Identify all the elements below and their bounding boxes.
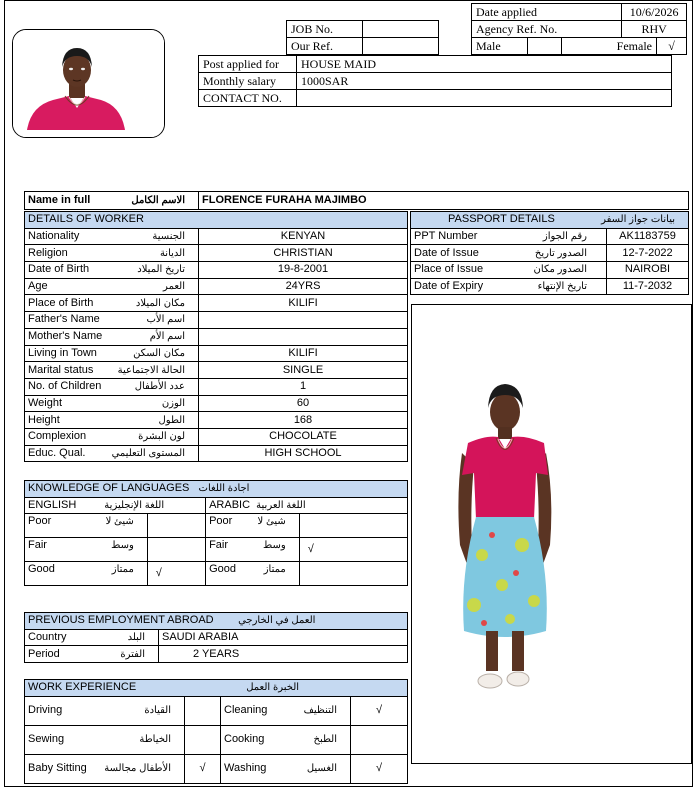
- salary-label: Monthly salary: [199, 73, 297, 90]
- job-no-label: JOB No.: [287, 21, 363, 38]
- worker-row: [25, 278, 408, 295]
- country-label: Country البلد: [25, 629, 159, 646]
- male-checkbox[interactable]: [528, 38, 562, 55]
- full-body-photo: [411, 304, 692, 764]
- name-value: FLORENCE FURAHA MAJIMBO: [199, 192, 689, 210]
- passport-field-label: PPT Number رقم الجواز: [411, 228, 607, 245]
- passport-field-label: Date of Expiry تاريخ الإنتهاء: [411, 278, 607, 295]
- languages-title: KNOWLEDGE OF LANGUAGES اجادة اللغات: [25, 481, 408, 498]
- passport-field-label: Place of Issue الصدور مكان: [411, 262, 607, 279]
- period-label: Period الفترة: [25, 646, 159, 663]
- work-skill-label: Washing الغسيل: [221, 754, 351, 783]
- worker-field-value: 19-8-2001: [199, 262, 408, 279]
- passport-title-ar: بيانات جواز السفر: [601, 214, 675, 226]
- worker-field-value: [199, 328, 408, 345]
- passport-row: [411, 278, 689, 295]
- english-level-label: Poor شيئ لا: [25, 514, 148, 538]
- passport-field-value: 12-7-2022: [607, 245, 689, 262]
- work-skill-checkbox[interactable]: √: [351, 696, 408, 725]
- worker-field-label: Age العمر: [25, 278, 199, 295]
- post-value: HOUSE MAID: [297, 56, 672, 73]
- work-experience-row: [25, 696, 408, 725]
- worker-field-label: Mother's Name اسم الأم: [25, 328, 199, 345]
- worker-field-value: KILIFI: [199, 295, 408, 312]
- passport-field-value: NAIROBI: [607, 262, 689, 279]
- work-skill-label: Cleaning التنظيف: [221, 696, 351, 725]
- worker-field-label: Religion الديانة: [25, 245, 199, 262]
- contact-label: CONTACT NO.: [199, 90, 297, 107]
- english-header: ENGLISH اللغة الإنجليزية: [25, 497, 206, 514]
- worker-row: [25, 312, 408, 329]
- english-level-label: Fair وسط: [25, 538, 148, 562]
- english-level-label: Good ممتاز: [25, 562, 148, 586]
- agency-ref-value: RHV: [622, 21, 687, 38]
- worker-field-value: 60: [199, 395, 408, 412]
- arabic-header: ARABIC اللغة العربية: [206, 497, 408, 514]
- work-skill-label: Driving القيادة: [25, 696, 185, 725]
- english-level-checkbox[interactable]: √: [147, 562, 205, 586]
- worker-field-value: KENYAN: [199, 228, 408, 245]
- worker-field-value: 168: [199, 412, 408, 429]
- post-label: Post applied for: [199, 56, 297, 73]
- language-level-row: [25, 562, 408, 586]
- arabic-level-checkbox[interactable]: √: [299, 538, 407, 562]
- arabic-level-checkbox[interactable]: [299, 562, 407, 586]
- worker-field-label: Educ. Qual. المستوى التعليمي: [25, 445, 199, 462]
- passport-row: [411, 245, 689, 262]
- worker-field-value: SINGLE: [199, 362, 408, 379]
- passport-row: [411, 228, 689, 245]
- work-experience-title: WORK EXPERIENCE الخبرة العمل: [25, 680, 408, 697]
- worker-field-value: 1: [199, 378, 408, 395]
- work-skill-label: Sewing الخياطة: [25, 725, 185, 754]
- worker-field-value: CHOCOLATE: [199, 428, 408, 445]
- language-level-row: [25, 514, 408, 538]
- worker-field-label: Father's Name اسم الأب: [25, 312, 199, 329]
- name-label-ar: الاسم الكامل: [131, 195, 185, 206]
- work-skill-checkbox[interactable]: [185, 696, 221, 725]
- worker-field-label: No. of Children عدد الأطفال: [25, 378, 199, 395]
- worker-field-value: CHRISTIAN: [199, 245, 408, 262]
- period-value: 2 YEARS: [159, 646, 408, 663]
- english-level-checkbox[interactable]: [147, 538, 205, 562]
- worker-field-label: Marital status الحالة الاجتماعية: [25, 362, 199, 379]
- arabic-level-checkbox[interactable]: [299, 514, 407, 538]
- passport-details-table: [410, 211, 689, 295]
- passport-field-label: Date of Issue الصدور تاريخ: [411, 245, 607, 262]
- employment-title: PREVIOUS EMPLOYMENT ABROAD العمل في الخارجي: [25, 613, 408, 630]
- worker-row: [25, 378, 408, 395]
- female-checkbox[interactable]: √: [657, 38, 687, 55]
- worker-field-label: Nationality الجنسية: [25, 228, 199, 245]
- worker-row: [25, 328, 408, 345]
- arabic-level-label: Fair وسط: [206, 538, 300, 562]
- worker-row: [25, 362, 408, 379]
- worker-row: [25, 428, 408, 445]
- worker-field-label: Place of Birth مكان الميلاد: [25, 295, 199, 312]
- worker-details-title: DETAILS OF WORKER: [25, 212, 408, 229]
- worker-field-label: Living in Town مكان السكن: [25, 345, 199, 362]
- passport-field-value: 11-7-2032: [607, 278, 689, 295]
- work-experience-table: [24, 679, 408, 784]
- country-value: SAUDI ARABIA: [159, 629, 408, 646]
- our-ref-value[interactable]: [363, 38, 439, 55]
- contact-value[interactable]: [297, 90, 672, 107]
- work-experience-row: [25, 754, 408, 783]
- worker-field-value: HIGH SCHOOL: [199, 445, 408, 462]
- worker-row: [25, 228, 408, 245]
- languages-table: [24, 480, 408, 586]
- our-ref-label: Our Ref.: [287, 38, 363, 55]
- arabic-level-label: Poor شيئ لا: [206, 514, 300, 538]
- worker-field-value: [199, 312, 408, 329]
- work-skill-label: Cooking الطبخ: [221, 725, 351, 754]
- job-ref-table: [286, 20, 439, 55]
- passport-row: [411, 262, 689, 279]
- passport-field-value: AK1183759: [607, 228, 689, 245]
- worker-field-label: Complexion لون البشرة: [25, 428, 199, 445]
- worker-row: [25, 245, 408, 262]
- worker-field-value: 24YRS: [199, 278, 408, 295]
- name-label: Name in full الاسم الكامل: [25, 192, 199, 210]
- worker-row: [25, 295, 408, 312]
- passport-photo: [12, 29, 165, 138]
- worker-field-label: Height الطول: [25, 412, 199, 429]
- work-experience-row: [25, 725, 408, 754]
- arabic-level-label: Good ممتاز: [206, 562, 300, 586]
- work-skill-label: Baby Sitting الأطفال مجالسة: [25, 754, 185, 783]
- worker-row: [25, 412, 408, 429]
- female-label: Female: [562, 38, 657, 55]
- language-level-row: [25, 538, 408, 562]
- date-applied-value: 10/6/2026: [622, 4, 687, 21]
- work-skill-checkbox[interactable]: √: [185, 754, 221, 783]
- work-skill-checkbox[interactable]: [351, 725, 408, 754]
- worker-row: [25, 445, 408, 462]
- passport-details-title: PASSPORT DETAILS بيانات جواز السفر: [411, 212, 689, 229]
- english-level-checkbox[interactable]: [147, 514, 205, 538]
- worker-field-value: KILIFI: [199, 345, 408, 362]
- work-skill-checkbox[interactable]: [185, 725, 221, 754]
- post-table: [198, 55, 672, 107]
- salary-value: 1000SAR: [297, 73, 672, 90]
- work-skill-checkbox[interactable]: √: [351, 754, 408, 783]
- worker-field-label: Date of Birth تاريخ الميلاد: [25, 262, 199, 279]
- worker-field-label: Weight الوزن: [25, 395, 199, 412]
- worker-row: [25, 262, 408, 279]
- male-label: Male: [472, 38, 528, 55]
- worker-row: [25, 345, 408, 362]
- employment-table: [24, 612, 408, 663]
- languages-title-ar: اجادة اللغات: [198, 483, 250, 495]
- agency-ref-label: Agency Ref. No.: [472, 21, 622, 38]
- job-no-value[interactable]: [363, 21, 439, 38]
- worker-details-table: [24, 211, 408, 462]
- worker-row: [25, 395, 408, 412]
- date-applied-label: Date applied: [472, 4, 622, 21]
- name-table: [24, 191, 689, 210]
- application-info-table: [471, 3, 687, 55]
